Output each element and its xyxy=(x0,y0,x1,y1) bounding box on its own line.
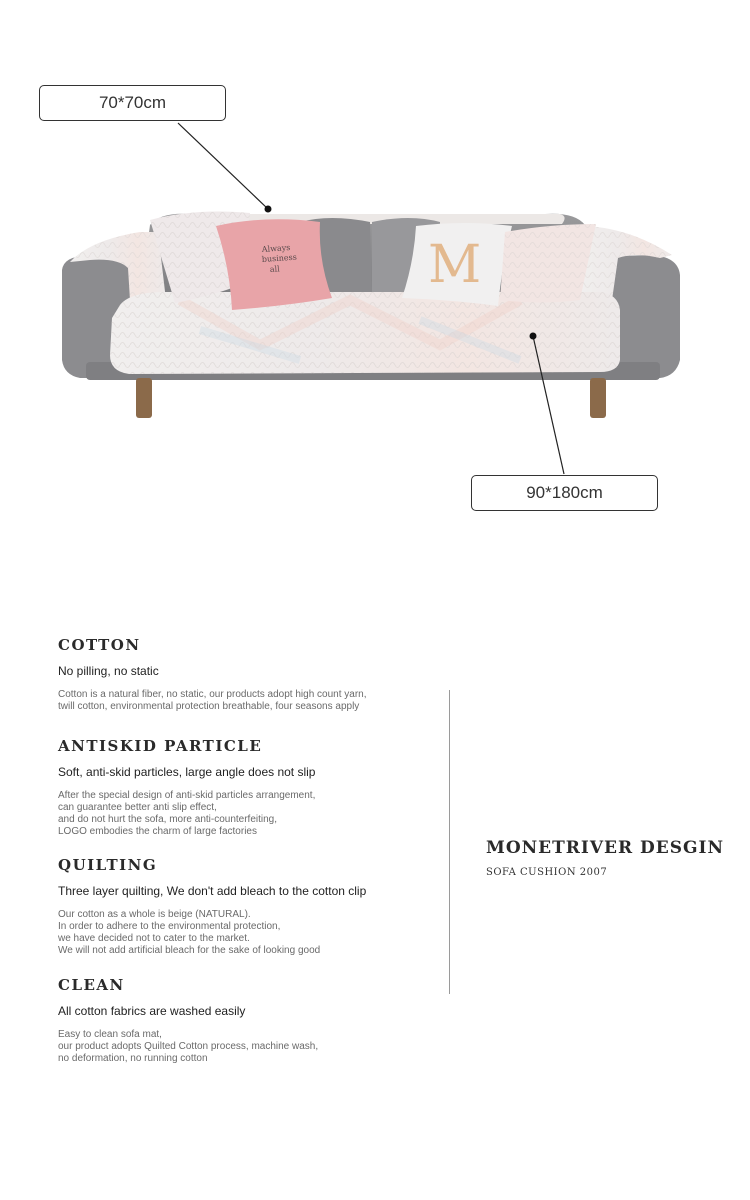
brand-title: MONETRIVER DESGIN xyxy=(486,838,725,858)
description-line: Cotton is a natural fiber, no static, our products adopt high count yarn, xyxy=(58,689,367,700)
description-line: no deformation, no running cotton xyxy=(58,1053,208,1064)
feature-subtitle: Soft, anti-skid particles, large angle does not slip xyxy=(58,765,316,779)
description-line: Easy to clean sofa mat, xyxy=(58,1029,162,1040)
svg-text:Always: Always xyxy=(261,243,291,254)
feature-title: ANTISKID PARTICLE xyxy=(58,737,263,755)
description-line: In order to adhere to the environmental protection, xyxy=(58,921,281,932)
description-line: Our cotton as a whole is beige (NATURAL). xyxy=(58,909,251,920)
dimension-label-small: 70*70cm xyxy=(39,85,226,121)
svg-text:business: business xyxy=(261,252,298,264)
description-line: and do not hurt the sofa, more anti-counterfeiting, xyxy=(58,814,278,825)
svg-text:all: all xyxy=(269,264,281,274)
description-line: can guarantee better anti slip effect, xyxy=(58,802,217,813)
description-line: our product adopts Quilted Cotton process, machine wash, xyxy=(58,1041,319,1052)
sofa-right-arm xyxy=(612,255,680,378)
feature-description xyxy=(58,689,367,713)
feature-title: QUILTING xyxy=(58,856,158,874)
feature-title: COTTON xyxy=(58,636,141,654)
feature-antiskid xyxy=(58,737,315,838)
vertical-divider xyxy=(449,690,450,994)
sofa-leg xyxy=(590,378,606,418)
description-line: After the special design of anti-skid particles arrangement, xyxy=(58,790,316,801)
feature-cotton xyxy=(58,636,367,713)
brand-subtitle: SOFA CUSHION 2007 xyxy=(486,867,608,878)
feature-subtitle: No pilling, no static xyxy=(58,664,159,678)
description-line: we have decided not to cater to the market. xyxy=(58,933,250,944)
feature-description xyxy=(58,790,315,838)
dimension-label-seat: 90*180cm xyxy=(471,475,658,511)
sofa-leg xyxy=(136,378,152,418)
description-line: We will not add artificial bleach for the sake of looking good xyxy=(58,945,321,956)
feature-description xyxy=(58,1029,318,1065)
feature-description xyxy=(58,909,366,957)
feature-quilting xyxy=(58,856,366,957)
svg-text:M: M xyxy=(428,235,482,295)
feature-subtitle: Three layer quilting, We don't add bleach to the cotton clip xyxy=(58,884,367,898)
feature-clean xyxy=(58,976,318,1065)
feature-title: CLEAN xyxy=(58,976,125,994)
description-line: twill cotton, environmental protection breathable, four seasons apply xyxy=(58,701,360,712)
brand-block xyxy=(486,838,724,878)
description-line: LOGO embodies the charm of large factories xyxy=(58,826,257,837)
feature-subtitle: All cotton fabrics are washed easily xyxy=(58,1004,246,1018)
